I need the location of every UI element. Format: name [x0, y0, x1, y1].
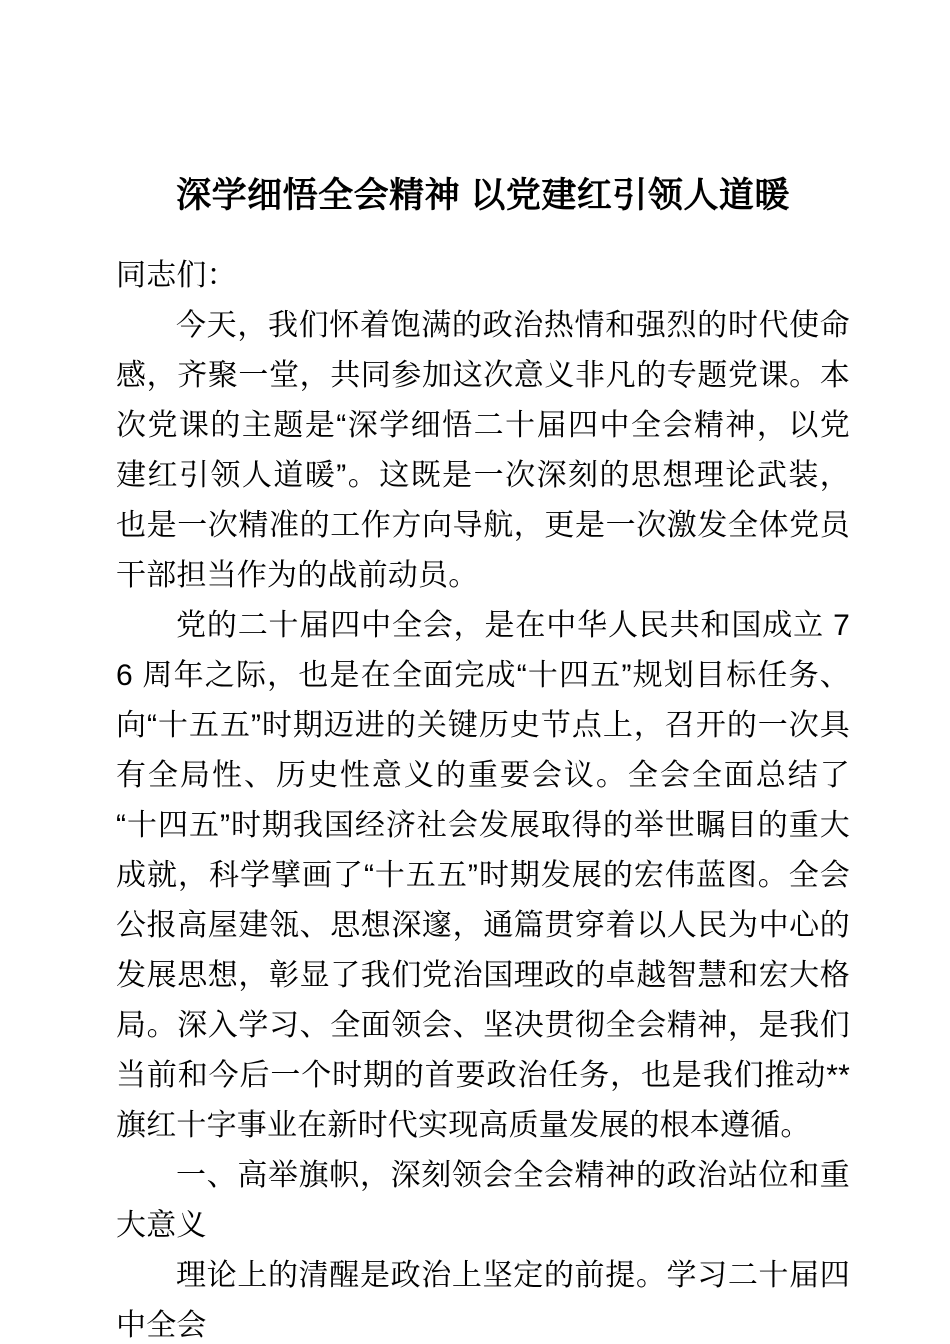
paragraph-1: 今天，我们怀着饱满的政治热情和强烈的时代使命感，齐聚一堂，共同参加这次意义非凡的专题党课。本次党课的主题是“深学细悟二十届四中全会精神，以党建红引领人道暖”。这既是一次深刻的思想理论武装，也是一次精准的工作方向导航，更是一次激发全体党员干部担当作为的战前动员。: [116, 309, 850, 593]
document-content: [116, 0, 850, 1344]
section-body-1: 理论上的清醒是政治上坚定的前提。学习二十届四中全会: [116, 1259, 850, 1343]
document-body: [116, 251, 850, 1344]
section-heading-1: 一、高举旗帜，深刻领会全会精神的政治站位和重大意义: [116, 1159, 850, 1243]
salutation-line: 同志们：: [116, 259, 237, 293]
paragraph-2: 党的二十届四中全会，是在中华人民共和国成立 76 周年之际，也是在全面完成“十四五”规划目标任务、向“十五五”时期迈进的关键历史节点上，召开的一次具有全局性、历史性意义的重要会议。全会全面总结了“十四五”时期我国经济社会发展取得的举世瞩目的重大成就，科学擘画了“十五五”时期发展的宏伟蓝图。全会公报高屋建瓴、思想深邃，通篇贯穿着以人民为中心的发展思想，彰显了我们党治国理政的卓越智慧和宏大格局。深入学习、全面领会、坚决贯彻全会精神，是我们当前和今后一个时期的首要政治任务，也是我们推动**旗红十字事业在新时代实现高质量发展的根本遵循。: [116, 609, 850, 1143]
page-title: 深学细悟全会精神 以党建红引领人道暖: [176, 176, 790, 215]
